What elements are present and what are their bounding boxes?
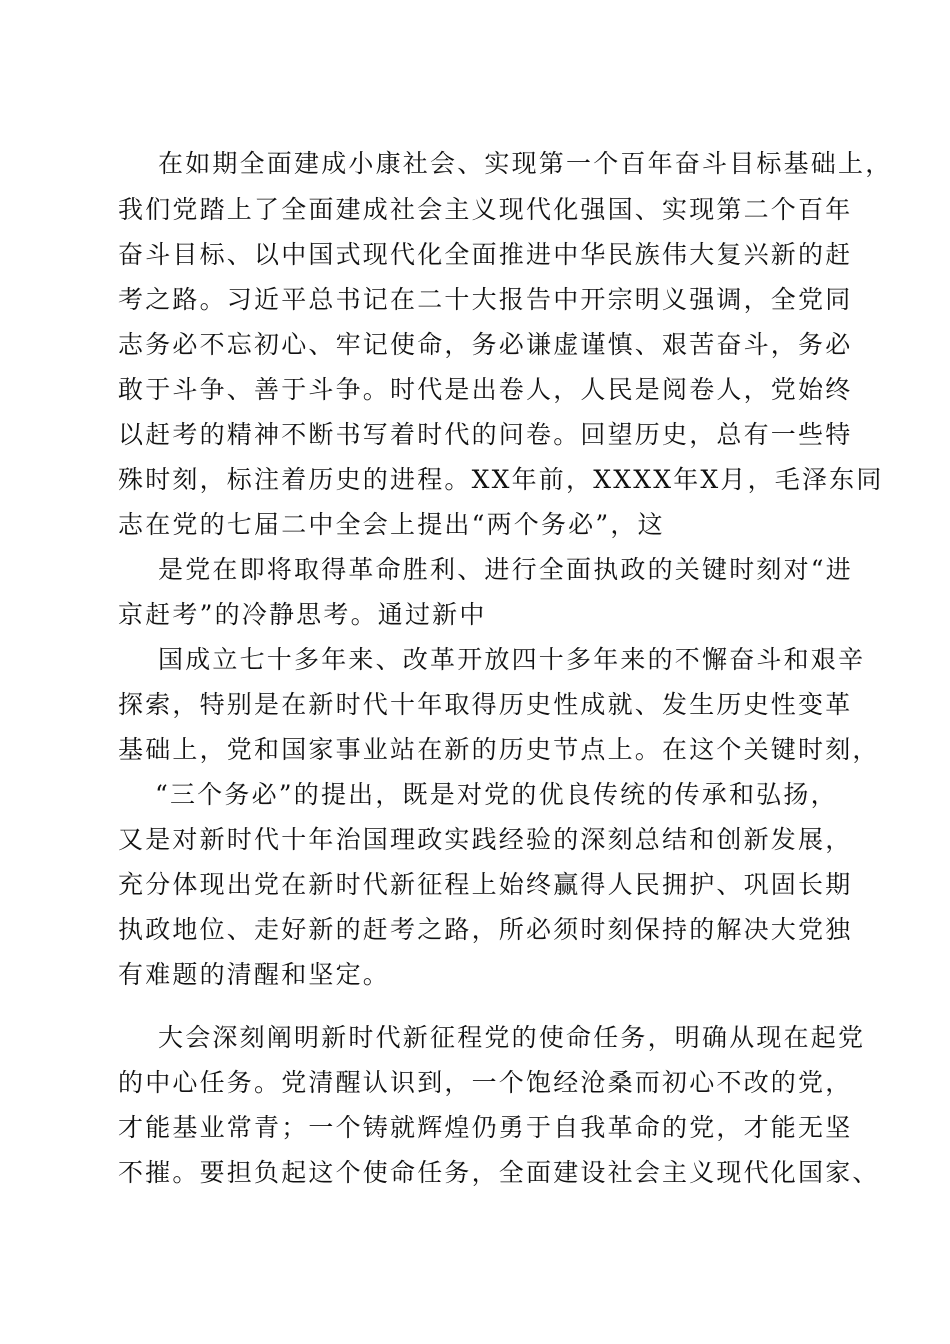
- text-line: 基础上，党和国家事业站在新的历史节点上。在这个关键时刻，: [118, 735, 880, 764]
- text-line: 考之路。习近平总书记在二十大报告中开宗明义强调，全党同: [118, 285, 853, 314]
- text-line: 执政地位、走好新的赶考之路，所必须时刻保持的解决大党独: [118, 915, 853, 944]
- text-line: 在如期全面建成小康社会、实现第一个百年奋斗目标基础上，: [158, 149, 893, 178]
- text-line: 奋斗目标、以中国式现代化全面推进中华民族伟大复兴新的赶: [118, 240, 853, 269]
- text-line: 大会深刻阐明新时代新征程党的使命任务，明确从现在起党: [158, 1023, 866, 1052]
- text-line: 殊时刻，标注着历史的进程。XX年前，XXXX年X月，毛泽东同: [118, 465, 884, 494]
- text-line: 我们党踏上了全面建成社会主义现代化强国、实现第二个百年: [118, 195, 853, 224]
- text-line: 以赶考的精神不断书写着时代的问卷。回望历史，总有一些特: [118, 420, 853, 449]
- text-line: 的中心任务。党清醒认识到，一个饱经沧桑而初心不改的党，: [118, 1068, 853, 1097]
- text-line: 志在党的七届二中全会上提出“两个务必”，这: [118, 510, 665, 539]
- text-line: 国成立七十多年来、改革开放四十多年来的不懈奋斗和艰辛: [158, 645, 866, 674]
- text-line: 京赶考”的冷静思考。通过新中: [118, 600, 487, 629]
- text-line: 不摧。要担负起这个使命任务，全面建设社会主义现代化国家、: [118, 1158, 880, 1187]
- text-line: 是党在即将取得革命胜利、进行全面执政的关键时刻对“进: [158, 555, 853, 584]
- text-line: 志务必不忘初心、牢记使命，务必谦虚谨慎、艰苦奋斗，务必: [118, 330, 853, 359]
- text-line: 又是对新时代十年治国理政实践经验的深刻总结和创新发展，: [118, 825, 853, 854]
- text-line: 探索，特别是在新时代十年取得历史性成就、发生历史性变革: [118, 690, 853, 719]
- text-line: 充分体现出党在新时代新征程上始终赢得人民拥护、巩固长期: [118, 870, 853, 899]
- text-line: 有难题的清醒和坚定。: [118, 960, 391, 989]
- text-line: “三个务必”的提出，既是对党的优良传统的传承和弘扬，: [155, 780, 838, 809]
- text-line: 敢于斗争、善于斗争。时代是出卷人，人民是阅卷人，党始终: [118, 375, 853, 404]
- text-line: 才能基业常青；一个铸就辉煌仍勇于自我革命的党，才能无坚: [118, 1113, 853, 1142]
